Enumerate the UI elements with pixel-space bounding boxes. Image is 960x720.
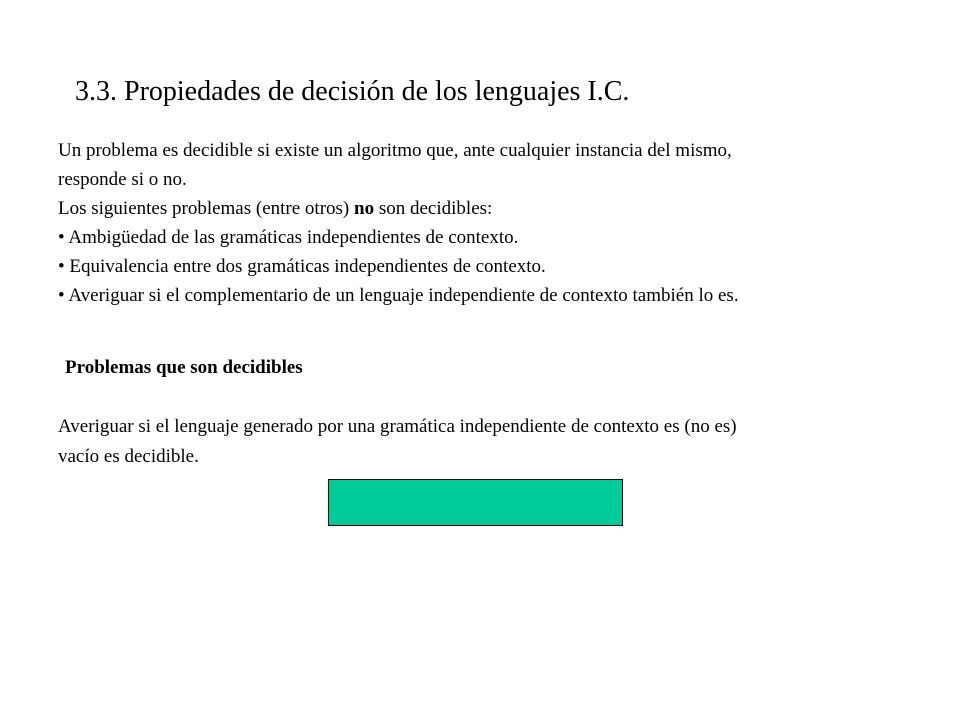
slide-title: 3.3. Propiedades de decisión de los lenguajes I.C.: [75, 76, 630, 107]
intro-line-3-end: son decidibles:: [374, 198, 493, 219]
intro-line-3: [58, 194, 938, 223]
decidable-line-1: Averiguar si el lenguaje generado por una gramática independiente de contexto es (no es): [58, 416, 737, 437]
decidable-heading: Problemas que son decidibles: [65, 357, 303, 378]
green-highlight-box: [328, 479, 623, 526]
bullet-ambiguity: • Ambigüedad de las gramáticas independientes de contexto.: [58, 227, 519, 248]
intro-line-2: responde si o no.: [58, 169, 187, 190]
bullet-complement: • Averiguar si el complementario de un lenguaje independiente de contexto también lo es.: [58, 285, 739, 306]
intro-line-3-emphasis: no: [354, 198, 375, 219]
bullet-equivalence: • Equivalencia entre dos gramáticas independientes de contexto.: [58, 256, 546, 277]
decidable-paragraph: [58, 412, 938, 472]
intro-line-1: Un problema es decidible si existe un algoritmo que, ante cualquier instancia del mismo,: [58, 140, 732, 161]
intro-text-block: [58, 136, 938, 310]
intro-line-3-start: Los siguientes problemas (entre otros): [58, 198, 355, 219]
decidable-line-2: vacío es decidible.: [58, 446, 199, 467]
